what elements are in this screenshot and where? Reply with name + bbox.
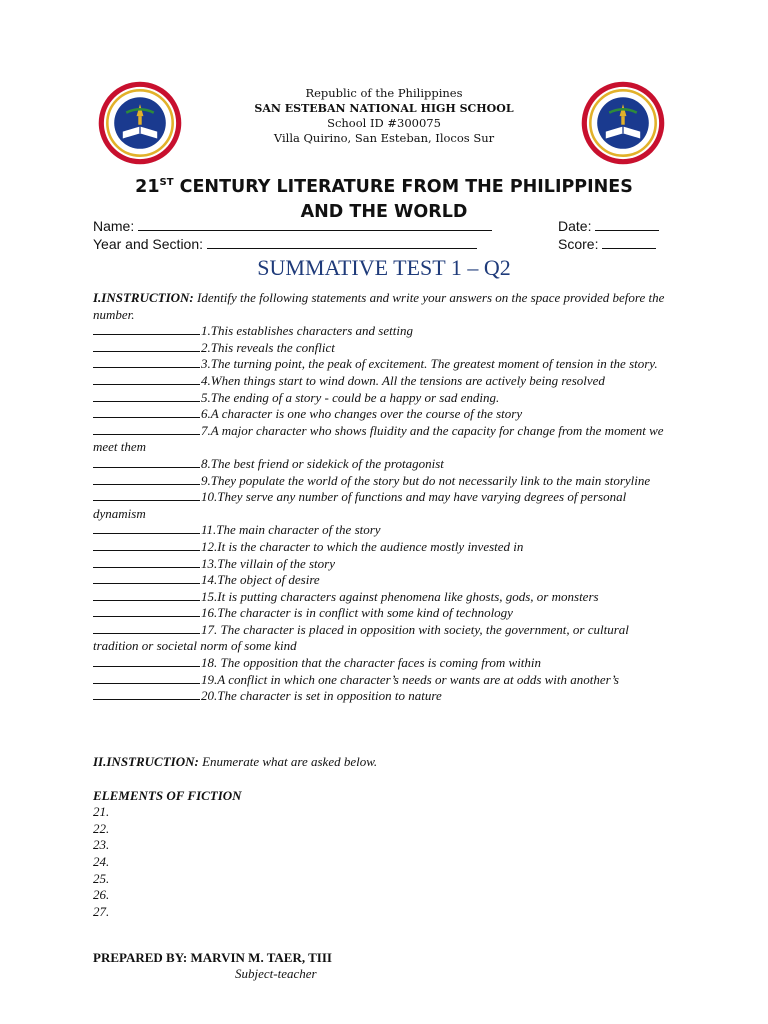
preparer-role: Subject-teacher [235,966,317,981]
section-two-instruction-text: Enumerate what are asked below. [198,754,378,769]
enumeration-number: 26. [93,887,110,903]
question-item [93,672,675,689]
year-section-blank[interactable] [207,236,477,249]
date-label: Date: [558,218,592,234]
year-section-label: Year and Section: [93,236,204,252]
section-two-instruction [93,754,675,771]
question-item [93,539,675,556]
school-seal-right [580,80,666,166]
question-text: 3.The turning point, the peak of excitement. The greatest moment of tension in the story. [201,356,658,372]
answer-blank[interactable] [93,688,200,700]
question-text: 15.It is putting characters against phenomena like ghosts, gods, or monsters [201,588,599,604]
question-item [93,522,675,539]
republic-text: Republic of the Philippines [305,86,463,100]
question-item [93,356,675,373]
question-text: 9.They populate the world of the story but do not necessarily link to the main storyline [201,472,651,488]
question-text: 10.They serve any number of functions and may have varying degrees of personal dynamism [93,489,627,521]
question-text: 4.When things start to wind down. All the tensions are actively being resolved [201,372,605,388]
answer-blank[interactable] [93,672,200,684]
question-item [93,489,675,522]
title-line2: AND THE WORLD [300,202,468,222]
question-item [93,323,675,340]
question-text: 18. The opposition that the character faces is coming from within [201,655,542,671]
enumeration-number: 27. [93,903,110,919]
answer-blank[interactable] [93,323,200,335]
question-text: 17. The character is placed in opposition with society, the government, or cultural tradition or societal norm of some kind [93,621,629,654]
question-text: 12.It is the character to which the audience mostly invested in [201,538,524,554]
score-blank[interactable] [602,236,656,249]
answer-blank[interactable] [93,605,200,617]
enumeration-number: 21. [93,804,110,820]
answer-blank[interactable] [93,622,200,634]
question-item [93,572,675,589]
answer-blank[interactable] [93,373,200,385]
answer-blank[interactable] [93,489,200,501]
question-text: 11.The main character of the story [201,522,381,538]
enumeration-number: 22. [93,820,110,836]
answer-blank[interactable] [93,390,200,402]
title-line1: CENTURY LITERATURE FROM THE PHILIPPINES [173,177,633,197]
question-item [93,473,675,490]
question-text: 14.The object of desire [201,572,320,588]
question-item [93,622,675,655]
answer-blank[interactable] [93,356,200,368]
school-seal-left [97,80,183,166]
test-title: SUMMATIVE TEST 1 – Q2 [257,255,511,280]
question-text: 5.The ending of a story - could be a happy or sad ending. [201,389,500,405]
answer-blank[interactable] [93,406,200,418]
name-label: Name: [93,218,135,234]
question-item [93,456,675,473]
section-one-instruction [93,290,675,323]
question-item [93,340,675,357]
question-item [93,556,675,573]
answer-blank[interactable] [93,655,200,667]
enumeration-list [93,804,675,920]
elements-heading: ELEMENTS OF FICTION [93,787,242,803]
question-text: 19.A conflict in which one character’s needs or wants are at odds with another’s [201,671,619,687]
school-id: School ID #300075 [327,116,441,130]
course-title [80,170,688,225]
question-text: 1.This establishes characters and setting [201,323,413,339]
question-item [93,688,675,705]
title-number: 21 [135,177,160,197]
question-item [93,655,675,672]
prepared-by: PREPARED BY: MARVIN M. TAER, TIII [93,950,332,965]
score-label: Score: [558,236,599,252]
question-item [93,373,675,390]
answer-blank[interactable] [93,572,200,584]
answer-blank[interactable] [93,456,200,468]
school-name: SAN ESTEBAN NATIONAL HIGH SCHOOL [254,102,514,115]
school-address: Villa Quirino, San Esteban, Ilocos Sur [273,131,495,145]
question-item [93,390,675,407]
section-one-label: I.INSTRUCTION: [93,290,194,305]
answer-blank[interactable] [93,473,200,485]
name-field [93,218,492,234]
title-superscript: ST [159,177,174,188]
date-field [558,218,659,234]
date-blank[interactable] [595,218,659,231]
question-item [93,589,675,606]
enumeration-number: 24. [93,853,110,869]
section-two [93,754,675,920]
year-section-field [93,236,477,252]
answer-blank[interactable] [93,522,200,534]
question-item [93,605,675,622]
question-text: 16.The character is in conflict with some kind of technology [201,605,513,621]
question-text: 8.The best friend or sidekick of the protagonist [201,455,444,471]
question-text: 2.This reveals the conflict [201,339,335,355]
answer-blank[interactable] [93,340,200,352]
question-text: 13.The villain of the story [201,555,335,571]
section-one-instruction-text: Identify the following statements and write your answers on the space provided before the number. [93,290,665,322]
answer-blank[interactable] [93,589,200,601]
enumeration-number: 23. [93,837,110,853]
answer-blank[interactable] [93,556,200,568]
name-blank[interactable] [138,218,492,231]
question-item [93,423,675,456]
section-two-label: II.INSTRUCTION: [93,754,199,769]
answer-blank[interactable] [93,539,200,551]
question-item [93,406,675,423]
enumeration-number: 25. [93,870,110,886]
section-one [93,290,675,705]
score-field [558,236,656,252]
question-text: 6.A character is one who changes over the course of the story [201,406,523,422]
question-text: 7.A major character who shows fluidity and the capacity for change from the moment we meet them [93,422,664,455]
answer-blank[interactable] [93,423,200,435]
school-header [190,86,578,146]
question-list [93,323,675,705]
question-text: 20.The character is set in opposition to nature [201,688,442,704]
